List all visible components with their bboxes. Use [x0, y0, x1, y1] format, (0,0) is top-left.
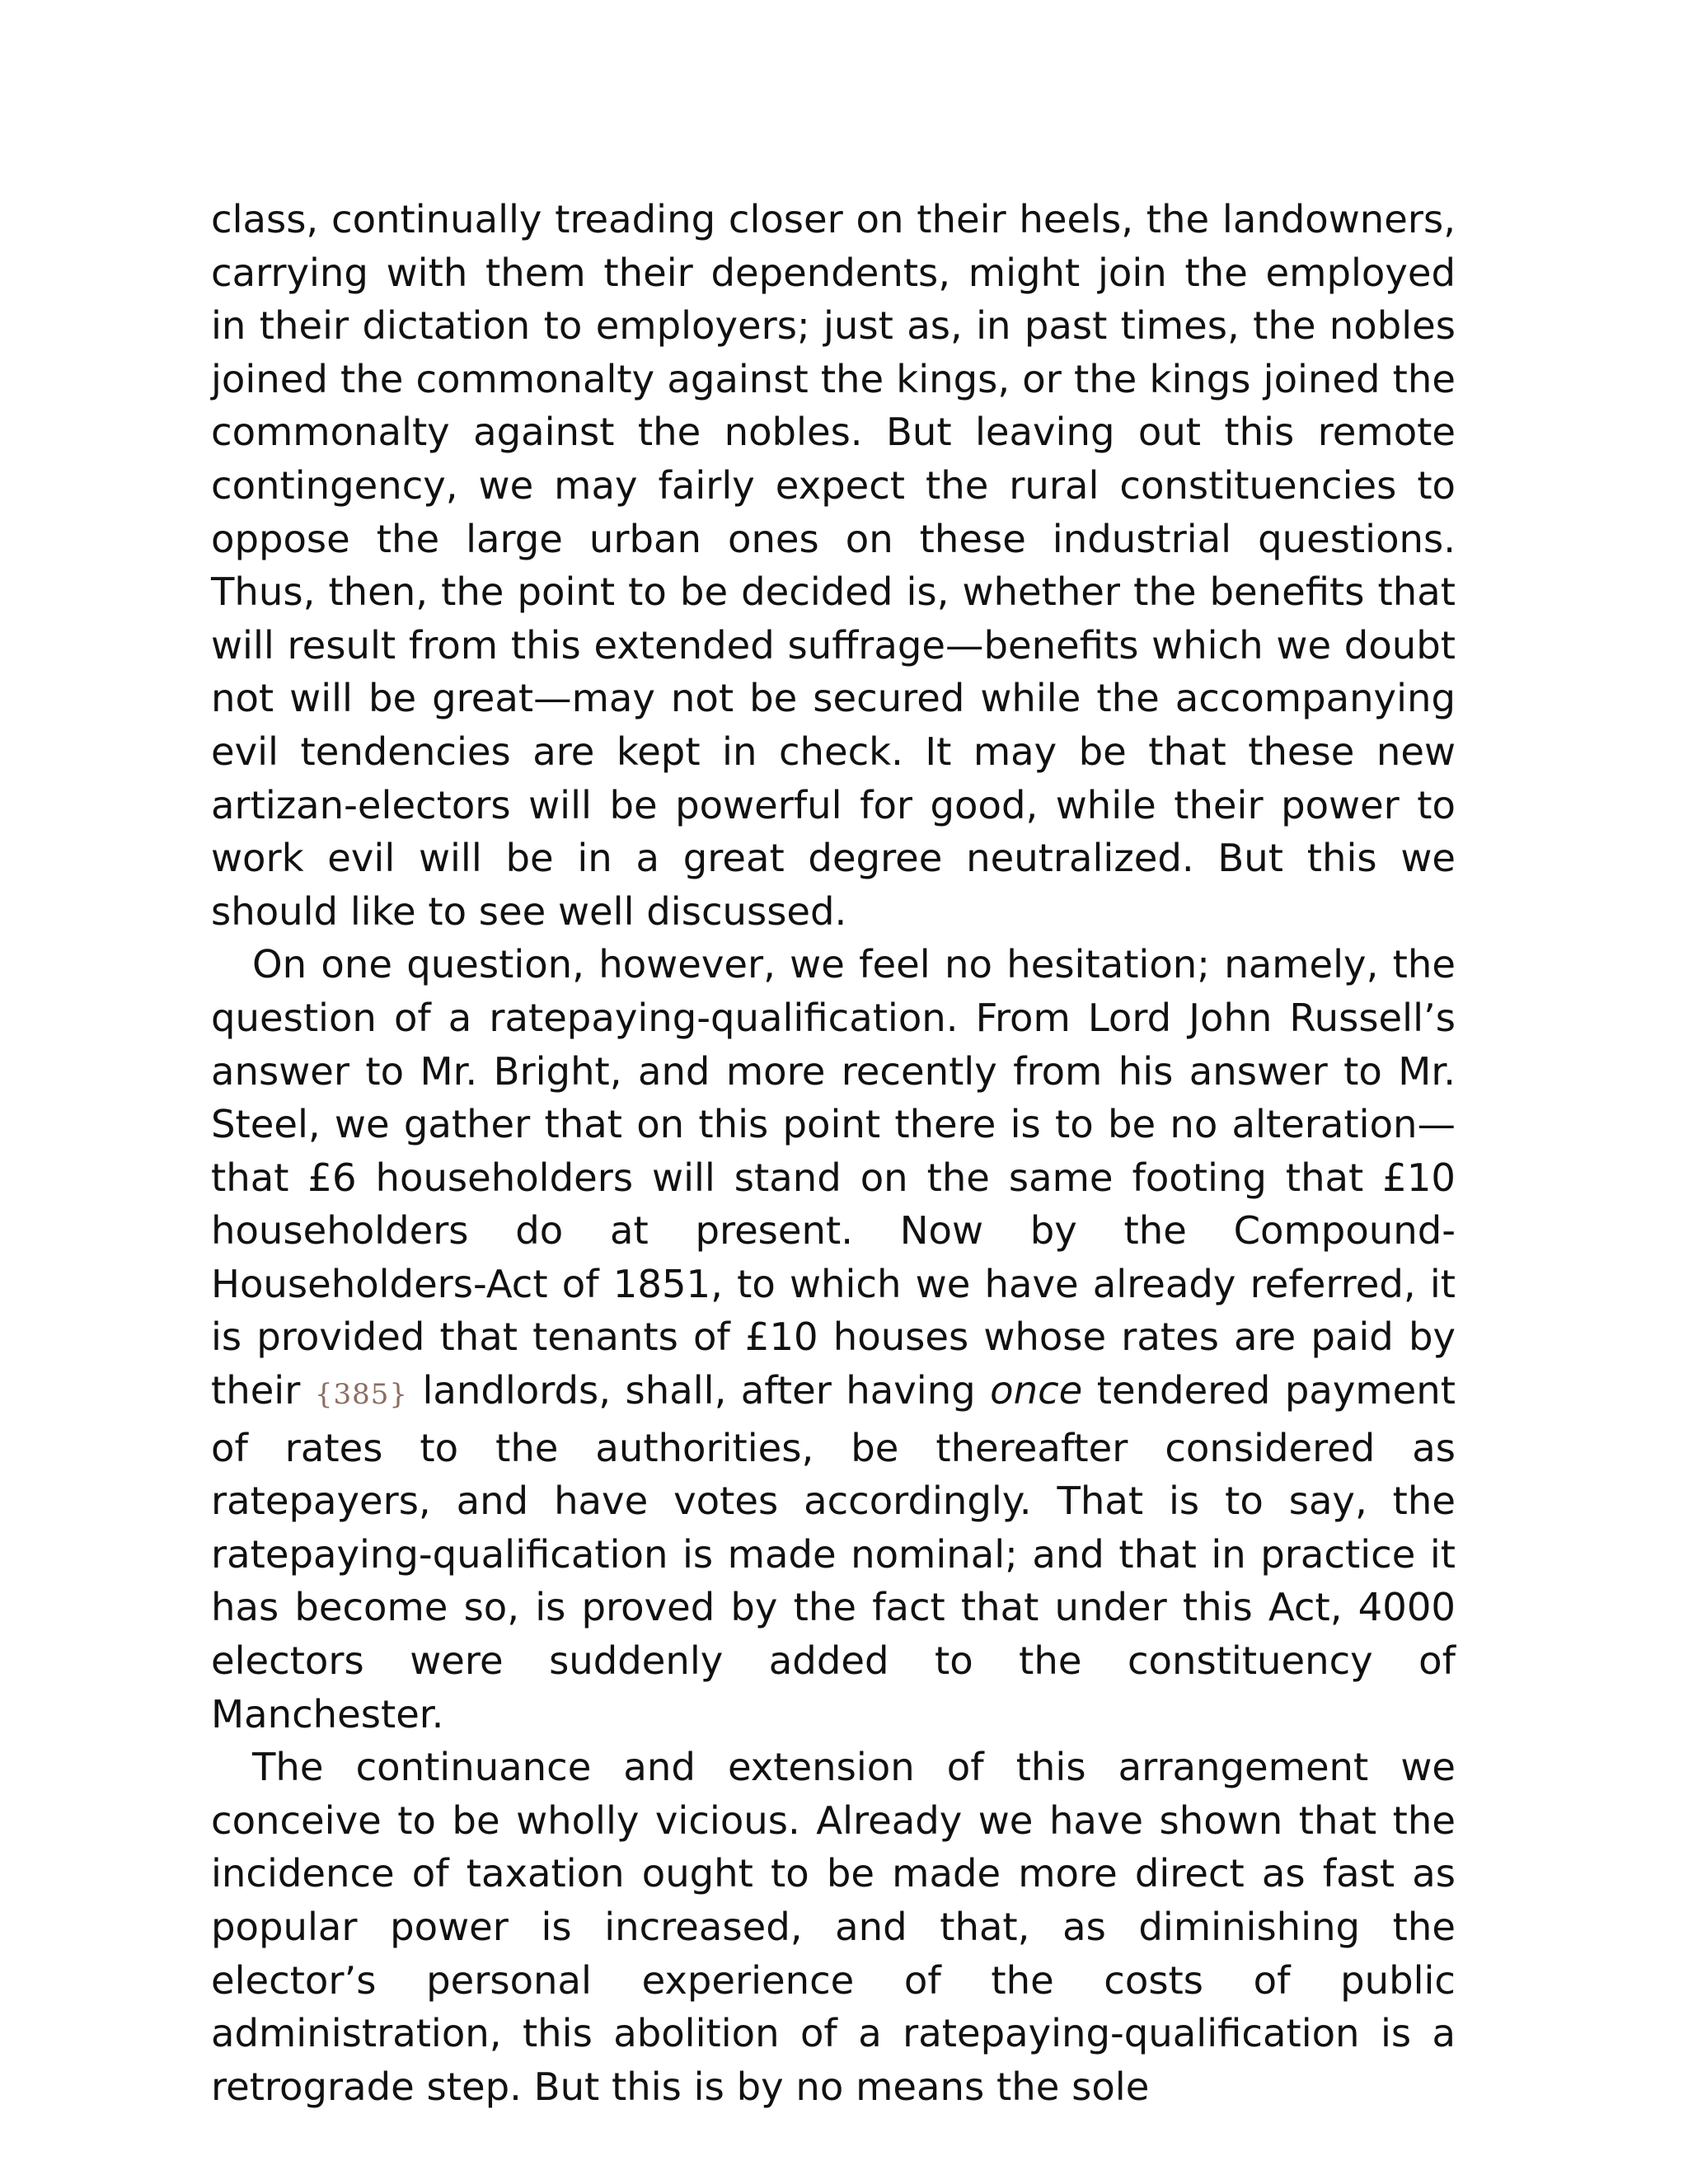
paragraph-2-text-c: tendered payment of rates to the authorities, be thereafter considered as ratepayers, and have votes accordingly. That is to say, the ratepaying-qualification is made nominal; and that in practice it has become so, is proved by the fact that under this Act, 4000 electors were suddenly added to the constituency of Manchester. [211, 1368, 1456, 1736]
paragraph-2 [211, 938, 1456, 1741]
emphasis-once: once [990, 1368, 1083, 1413]
paragraph-3: The continuance and extension of this arrangement we conceive to be wholly vicious. Already we have shown that the incidence of taxation ought to be made more direct as fast as popular power is increased, and that, as diminishing the elector’s personal experience of the costs of public administration, this abolition of a ratepaying-qualification is a retrograde step. But this is by no means the sole [211, 1745, 1456, 2109]
paragraph-2-text-b: landlords, shall, after having [422, 1368, 976, 1413]
document-page [211, 193, 1456, 2113]
paragraph-1: class, continually treading closer on their heels, the landowners, carrying with them their dependents, might join the employed in their dictation to employers; just as, in past times, the nobles joined the commonalty against the kings, or the kings joined the commonalty against the nobles. But leaving out this remote contingency, we may fairly expect the rural constituencies to oppose the large urban ones on these industrial questions. Thus, then, the point to be decided is, whether the benefits that will result from this extended suffrage—benefits which we doubt not will be great—may not be secured while the accompanying evil tendencies are kept in check. It may be that these new artizan-electors will be powerful for good, while their power to work evil will be in a great degree neutralized. But this we should like to see well discussed. [211, 197, 1456, 934]
page-number: {385} [314, 1378, 408, 1412]
paragraph-2-text-a: On one question, however, we feel no hesitation; namely, the question of a ratepaying-qualification. From Lord John Russell’s answer to Mr. Bright, and more recently from his answer to Mr. Steel, we gather that on this point there is to be no alteration—that £6 householders will stand on the same footing that £10 householders do at present. Now by the Compound-Householders-Act of 1851, to which we have already referred, it is provided that tenants of £10 houses whose rates are paid by their [211, 942, 1456, 1413]
